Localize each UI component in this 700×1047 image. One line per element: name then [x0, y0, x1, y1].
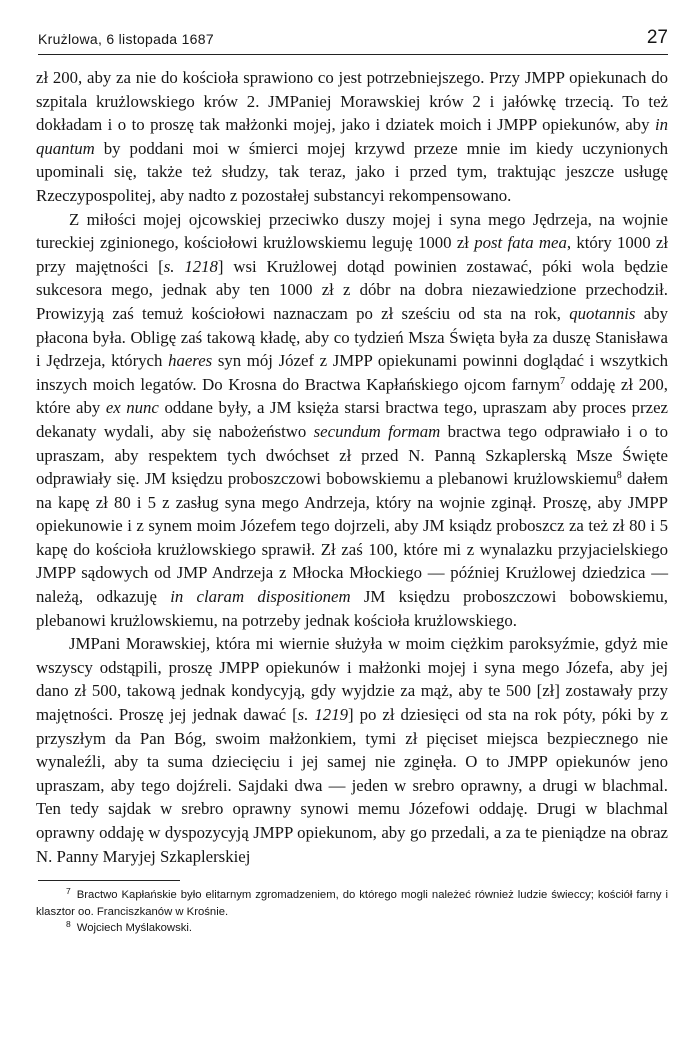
- italic-phrase: s. 1219: [297, 705, 348, 725]
- footnote-number: 8: [66, 919, 71, 930]
- italic-phrase: quotannis: [569, 303, 636, 323]
- paragraph: Z miłości mojej ojcowskiej przeciwko duszy mojej i syna mego Jędrzeja, na wojnie tureckiej zginionego, kościołowi krużlowskiemu leguję 1000 zł post fata mea, który 1000 zł przy majętności [s. 1218] wsi Krużlowej dotąd powinien zostawać, póki wola będzie sukcesora mego, jednak aby ten 1000 zł z dóbr na dobra niezawiedzione przechodził. Prowizyją zaś temuż kościołowi naznaczam po zł sześciu od sta na rok, quotannis aby płacona była. Obligę zaś takową kładę, aby co tydzień Msza Święta była za duszę Stanisława i Jędrzeja, których haeres syn mój Józef z JMPP opiekunami powinni doglądać i wszytkich inszych moich legatów. Do Krosna do Bractwa Kapłańskiego ojcom farnym$^7$ oddaję zł 200, które aby ex nunc oddane były, a JM księża starsi bractwa tego, upraszam aby proces przez dekanaty wydali, aby się nabożeństwo secundum formam bractwa tego odprawiało i o to upraszam, aby respektem tych dwóchset zł przed N. Panną Szkaplerską Msze Święte odprawiały się. JM księdzu proboszczowi bobowskiemu a plebanowi krużlowskiemu$^8$ dałem na kapę zł 80 i 5 z zasług syna mego Andrzeja, który na wojnie zginął. Proszę, aby JMPP opiekunowie i z synem moim Józefem tego dojrzeli, aby JM ksiądz proboszcz za też zł 80 i 5 kapę do kościoła krużlowskiego sprawił. Zł zaś 100, które mi z wynalazku przyjacielskiego JMPP sądowych od JMP Andrzeja z Młocka Młockiego — później Krużlowej dziedzica — należą, odkazuję in claram dispositionem JM księdzu proboszczowi bobowskiemu, plebanowi krużlowskiemu, na potrzeby jednak kościoła krużlowskiego.: [36, 209, 669, 630]
- footnote: [36, 887, 668, 920]
- paragraph: zł 200, aby za nie do kościoła sprawiono co jest potrzebniejszego. Przy JMPP opiekunach do szpitala krużlowskiego krów 2. JMPaniej Morawskiej krów 2 i jałówkę trzecią. To też dokładam i o to proszę tak małżonki mojej, jako i dziatek moich i JMPP opiekunów, aby in quantum by poddani moi w śmierci mojej krzywd przeze mnie im kiedy uczynionych upominali się, także też słudzy, tak teraz, jako i przed tym, traktując jeszcze usługę Rzeczypospolitej, aby nadto z pozostałej substancyi rekompensowano.: [36, 68, 668, 205]
- running-head-title: Krużlowa, 6 listopada 1687: [38, 31, 214, 47]
- italic-phrase: in claram dispositionem: [170, 587, 351, 607]
- footnote-ref: 7: [560, 375, 566, 387]
- italic-phrase: in quantum: [36, 115, 668, 158]
- running-head: [38, 24, 668, 55]
- footnote-number: 7: [66, 886, 71, 897]
- body-text: [36, 66, 668, 868]
- paragraph: JMPani Morawskiej, która mi wiernie służyła w moim ciężkim paroksyźmie, gdyż mie wszyscy odstąpili, proszę JMPP opiekunów i małżonki mojej i syna mego Józefa, aby jej dano zł 500, takową jednak kondycyją, gdy wyjdzie za mąż, aby te 500 [zł] zostawały przy majętności. Proszę jej jednak dawać [s. 1219] po zł dziesięci od sta na rok póty, póki by z przyszłym da Pan Bóg, swoim małżonkiem, tymi zł pięciset miejsca bezpiecznego nie wynaleźli, aby ta suma dziecięciu i jej samej nie zginęła. O to JMPP opiekunów jeno upraszam, aby tego dojźreli. Sajdaki dwa — jeden w srebro oprawny, a drugi w blachmal. Ten tedy sajdak w srebro oprawny synowi memu Józefowi oddaję. Drugi w blachmal oprawny oddaję w dyspozycyją JMPP opiekunom, aby go przedali, a za te pieniądze na obraz N. Panny Maryjej Szkaplerskiej: [36, 634, 668, 866]
- italic-phrase: post fata mea: [474, 233, 567, 253]
- italic-phrase: s. 1218: [163, 256, 218, 276]
- footnote-ref: 8: [616, 470, 622, 482]
- italic-phrase: ex nunc: [105, 398, 159, 418]
- page-number: 27: [646, 27, 668, 48]
- footnote: [36, 920, 668, 937]
- footnote-divider: [38, 880, 180, 881]
- footnote-text: Bractwo Kapłańskie było elitarnym zgromadzeniem, do którego mogli należeć również ludzie świeccy; kościół farny i klasztor oo. Franciszkanów w Krośnie.: [36, 889, 668, 918]
- italic-phrase: haeres: [168, 351, 213, 371]
- italic-phrase: secundum formam: [313, 421, 441, 441]
- footnote-text: Wojciech Myślakowski.: [76, 922, 193, 935]
- document-page: [36, 24, 668, 937]
